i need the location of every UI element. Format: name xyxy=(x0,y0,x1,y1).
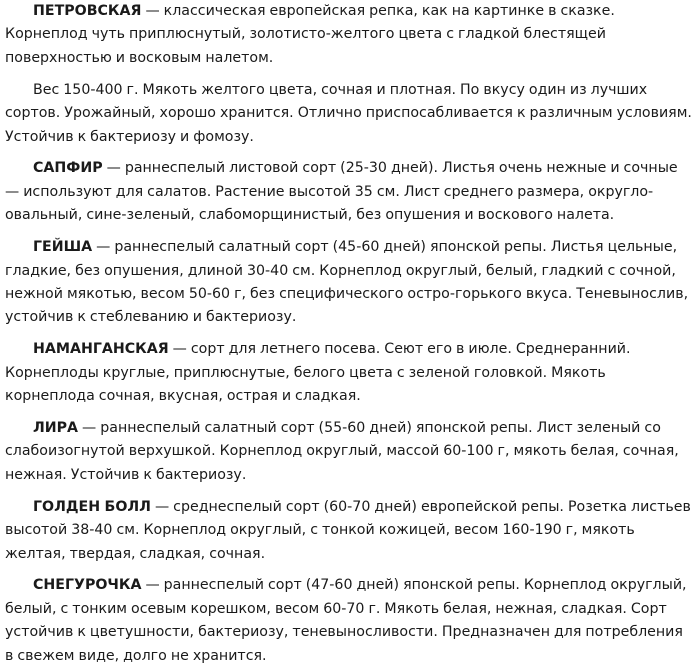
variety-sapfir-paragraph xyxy=(5,157,695,227)
variety-description: — раннеспелый листовой сорт (25-30 дней). Листья очень нежные и сочные — используют для салатов. Растение высотой 35 см. Лист среднего размера, округло-овальный, сине-зеленый, слабоморщинистый, без опушения и воскового налета. xyxy=(5,160,678,224)
variety-name: НАМАНГАНСКАЯ xyxy=(33,341,169,358)
variety-description: — среднеспелый сорт (60-70 дней) европейской репы. Розетка листьев высотой 38-40 см. Корнеплод округлый, с тонкой кожицей, весом 160-190 г, мякоть желтая, твердая, сладкая, сочная. xyxy=(5,498,691,562)
variety-petrovskaya-details-paragraph xyxy=(5,79,695,149)
variety-golden-ball-paragraph xyxy=(5,496,695,566)
variety-description: — классическая европейская репка, как на картинке в сказке. Корнеплод чуть приплюснутый, золотисто-желтого цвета с гладкой блестящей поверхностью и восковым налетом. xyxy=(5,3,615,66)
variety-name: ГОЛДЕН БОЛЛ xyxy=(33,498,151,515)
variety-petrovskaya-paragraph xyxy=(5,0,695,70)
variety-name: СНЕГУРОЧКА xyxy=(33,577,142,594)
variety-namanganskaya-paragraph xyxy=(5,338,695,408)
variety-name: САПФИР xyxy=(33,160,103,177)
turnip-varieties-document xyxy=(5,0,695,668)
variety-geisha-paragraph xyxy=(5,236,695,330)
variety-description: — раннеспелый салатный сорт (45-60 дней) японской репы. Листья цельные, гладкие, без опушения, длиной 30-40 см. Корнеплод округлый, белый, гладкий с сочной, нежной мякотью, весом 50-60 г, без специфического остро-горького вкуса. Теневынослив, устойчив к стеблеванию и бактериозу. xyxy=(5,239,689,326)
variety-description: Вес 150-400 г. Мякоть желтого цвета, сочная и плотная. По вкусу один из лучших сортов. Урожайный, хорошо хранится. Отлично приспосабливается к различным условиям. Устойчив к бактериозу и фомозу. xyxy=(5,81,692,145)
variety-lira-paragraph xyxy=(5,417,695,487)
variety-name: ПЕТРОВСКАЯ xyxy=(33,3,142,19)
variety-description: — сорт для летнего посева. Сеют его в июле. Среднеранний. Корнеплоды круглые, приплюснутые, белого цвета с зеленой головкой. Мякоть корнеплода сочная, вкусная, острая и сладкая. xyxy=(5,341,631,405)
variety-description: — раннеспелый салатный сорт (55-60 дней) японской репы. Лист зеленый со слабоизогнутой верхушкой. Корнеплод округлый, массой 60-100 г, мякоть белая, сочная, нежная. Устойчив к бактериозу. xyxy=(5,420,679,483)
variety-name: ГЕЙША xyxy=(33,239,93,256)
variety-name: ЛИРА xyxy=(33,420,79,436)
variety-description: — раннеспелый сорт (47-60 дней) японской репы. Корнеплод округлый, белый, с тонким осевым корешком, весом 60-70 г. Мякоть белая, нежная, сладкая. Сорт устойчив к цветушности, бактериозу, теневыносливости. Предназначен для потребления в свежем виде, долго не хранится. xyxy=(5,577,687,664)
